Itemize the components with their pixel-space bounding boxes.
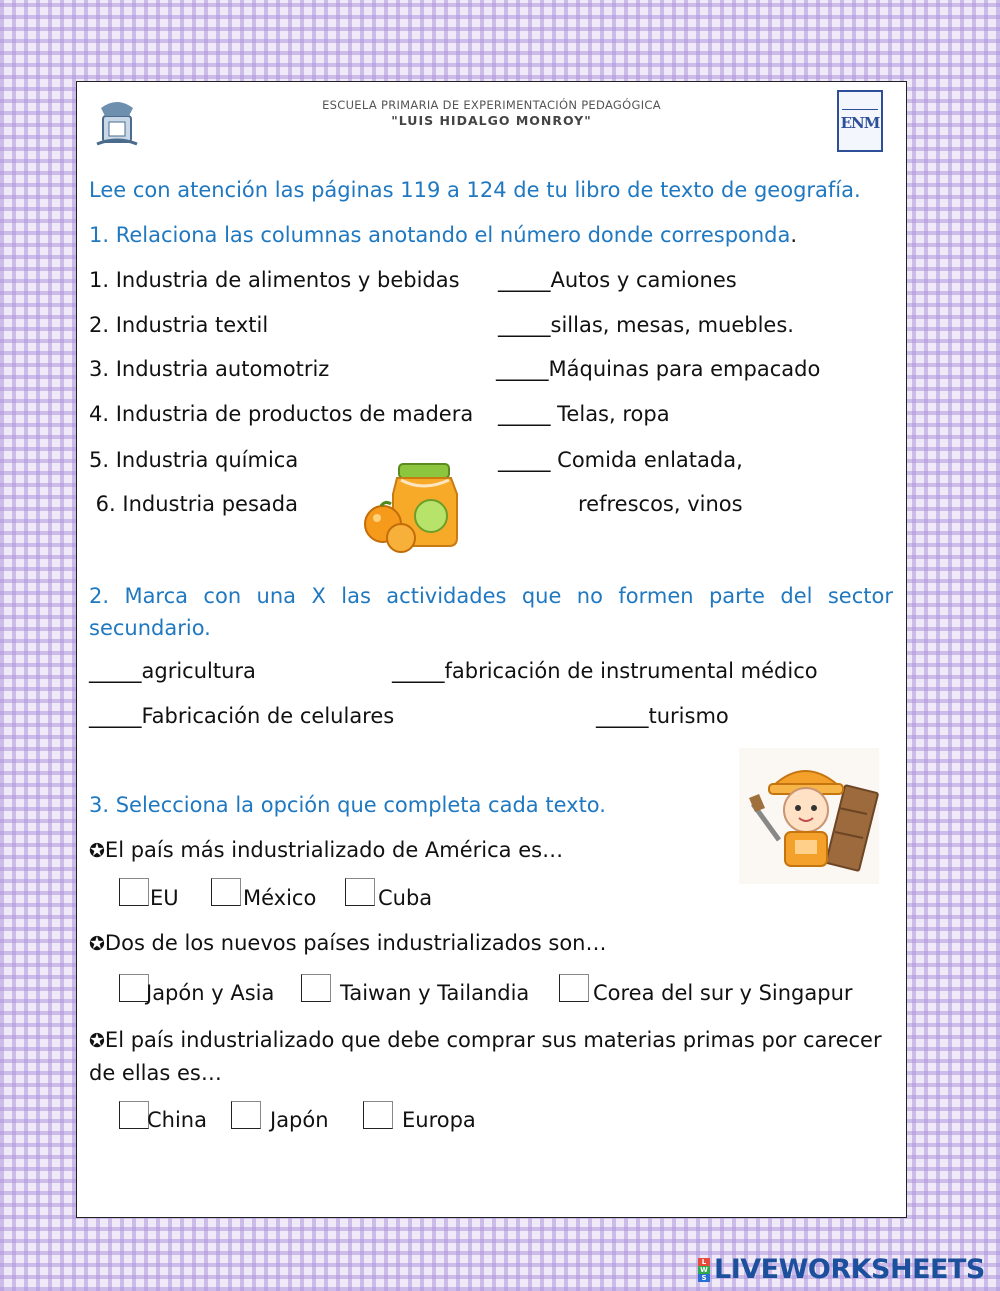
q1-left-item: 4. Industria de productos de madera — [89, 402, 474, 426]
liveworksheets-wordmark: LIVEWORKSHEETS — [714, 1254, 985, 1285]
school-seal-right — [837, 90, 883, 152]
checkbox[interactable] — [301, 974, 331, 1002]
q1-left-item: 1. Industria de alimentos y bebidas — [89, 268, 460, 292]
q1-left-item: 3. Industria automotriz — [89, 357, 330, 381]
q1-right-item[interactable]: _____Autos y camiones — [498, 268, 737, 292]
carpenter-child-illustration — [739, 748, 879, 884]
q1-right-item[interactable]: _____ Telas, ropa — [498, 402, 670, 426]
option-label: Japón y Asia — [146, 981, 275, 1005]
badge-letter: S — [698, 1274, 710, 1282]
q3-question-text: El país industrializado que debe comprar sus materias primas por carecer de ellas es… — [89, 1028, 882, 1085]
option-label: Japón — [270, 1108, 329, 1132]
q2-item[interactable]: _____turismo — [596, 704, 729, 728]
checkbox[interactable] — [363, 1101, 393, 1129]
q2-prompt: 2. Marca con una X las actividades que no formen parte del sector secundario. — [89, 584, 893, 640]
badge-letter: L — [698, 1258, 710, 1266]
q1-prompt-text: 1. Relaciona las columnas anotando el número donde corresponda — [89, 223, 791, 247]
option-label: China — [147, 1108, 207, 1132]
q1-left-item: 6. Industria pesada — [89, 492, 298, 516]
q1-right-item[interactable]: _____sillas, mesas, muebles. — [498, 313, 794, 337]
school-name-line2: "LUIS HIDALGO MONROY" — [391, 113, 592, 128]
q3-question — [89, 930, 606, 957]
q3-question-text: El país más industrializado de América es… — [104, 838, 564, 862]
q1-right-item[interactable]: _____Máquinas para empacado — [496, 357, 821, 381]
q1-prompt-period: . — [790, 223, 798, 247]
checkbox[interactable] — [119, 878, 149, 906]
star-icon: ✪ — [89, 840, 105, 862]
liveworksheets-logo — [698, 1254, 985, 1285]
q2-item[interactable]: _____fabricación de instrumental médico — [392, 659, 818, 683]
q1-prompt — [89, 222, 797, 248]
option-label: EU — [150, 886, 179, 910]
checkbox[interactable] — [119, 974, 149, 1002]
school-name-line1: ESCUELA PRIMARIA DE EXPERIMENTACIÓN PEDAGÓGICA — [322, 98, 661, 112]
q3-question-text: Dos de los nuevos países industrializados son… — [104, 931, 607, 955]
badge-letter: W — [698, 1266, 710, 1274]
q1-left-item: 2. Industria textil — [89, 313, 269, 337]
worksheet-page — [76, 81, 907, 1218]
q3-question — [89, 837, 563, 864]
q2-item[interactable]: _____agricultura — [89, 659, 256, 683]
checkbox[interactable] — [345, 878, 375, 906]
liveworksheets-badge-icon — [698, 1258, 710, 1282]
option-label: México — [243, 886, 317, 910]
q1-right-item-continuation: refrescos, vinos — [578, 492, 743, 516]
checkbox[interactable] — [211, 878, 241, 906]
checkbox[interactable] — [119, 1101, 149, 1129]
checkbox[interactable] — [231, 1101, 261, 1129]
checkbox[interactable] — [559, 974, 589, 1002]
star-icon: ✪ — [89, 1030, 105, 1052]
q1-right-item[interactable]: _____ Comida enlatada, — [498, 448, 743, 472]
option-label: Europa — [402, 1108, 476, 1132]
q3-question — [89, 1024, 893, 1089]
jam-jar-oranges-illustration — [361, 458, 471, 558]
q3-prompt: 3. Selecciona la opción que completa cada texto. — [89, 793, 606, 817]
option-label: Cuba — [378, 886, 433, 910]
option-label: Taiwan y Tailandia — [340, 981, 530, 1005]
q2-item[interactable]: _____Fabricación de celulares — [89, 704, 395, 728]
star-icon: ✪ — [89, 933, 105, 955]
option-label: Corea del sur y Singapur — [593, 981, 853, 1005]
q1-left-item: 5. Industria química — [89, 448, 299, 472]
seal-text: ENM — [840, 114, 880, 132]
intro-text: Lee con atención las páginas 119 a 124 de tu libro de texto de geografía. — [89, 178, 861, 202]
